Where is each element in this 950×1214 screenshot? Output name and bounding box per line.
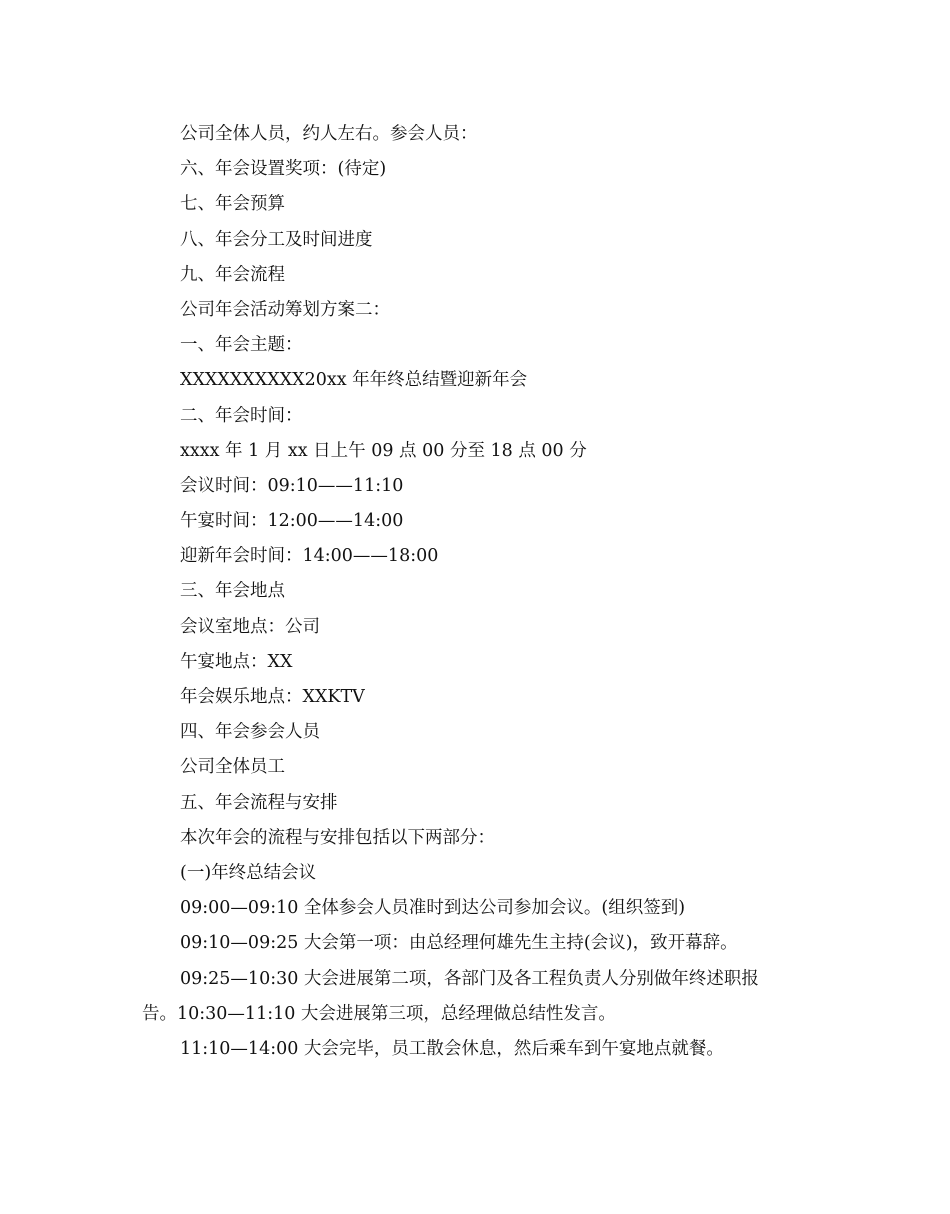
text-line: xxxx 年 1 月 xx 日上午 09 点 00 分至 18 点 00 分 [180,440,587,461]
text-line: 迎新年会时间：14:00——18:00 [180,546,439,567]
text-line: 会议室地点：公司 [180,616,320,637]
text-line: 会议时间：09:10——11:10 [180,475,404,496]
text-line: 公司全体人员，约人左右。参会人员： [180,124,478,144]
text-line: XXXXXXXXXX20xx 年年终总结暨迎新年会 [180,370,528,391]
text-line: 八、年会分工及时间进度 [180,229,373,250]
text-line: 本次年会的流程与安排包括以下两部分： [180,827,495,848]
text-line: 七、年会预算 [180,194,285,215]
text-line: 09:10—09:25 大会第一项：由总经理何雄先生主持(会议)，致开幕辞。 [180,933,738,954]
text-line: 09:25—10:30 大会进展第二项，各部门及各工程负责人分别做年终述职报 [180,968,759,989]
document-body [142,117,802,1067]
text-line: 告。10:30—11:10 大会进展第三项，总经理做总结性发言。 [142,1003,616,1024]
text-line: 二、年会时间： [180,405,303,426]
text-line: 午宴地点：XX [180,651,293,672]
text-line: 公司全体员工 [180,757,285,778]
text-line: 年会娱乐地点：XXKTV [180,687,365,707]
text-line: 三、年会地点 [180,581,285,602]
text-line: 五、年会流程与安排 [180,792,338,813]
text-line: 四、年会参会人员 [180,722,320,743]
text-line: 一、年会主题： [180,335,303,356]
text-line: (一)年终总结会议 [180,862,317,883]
text-line: 六、年会设置奖项：(待定) [180,159,387,180]
text-line: 九、年会流程 [180,264,285,285]
text-line: 公司年会活动筹划方案二： [180,299,390,320]
text-line: 午宴时间：12:00——14:00 [180,511,404,532]
text-line: 09:00—09:10 全体参会人员准时到达公司参加会议。(组织签到) [180,898,686,919]
text-line: 11:10—14:00 大会完毕，员工散会休息，然后乘车到午宴地点就餐。 [180,1038,724,1059]
